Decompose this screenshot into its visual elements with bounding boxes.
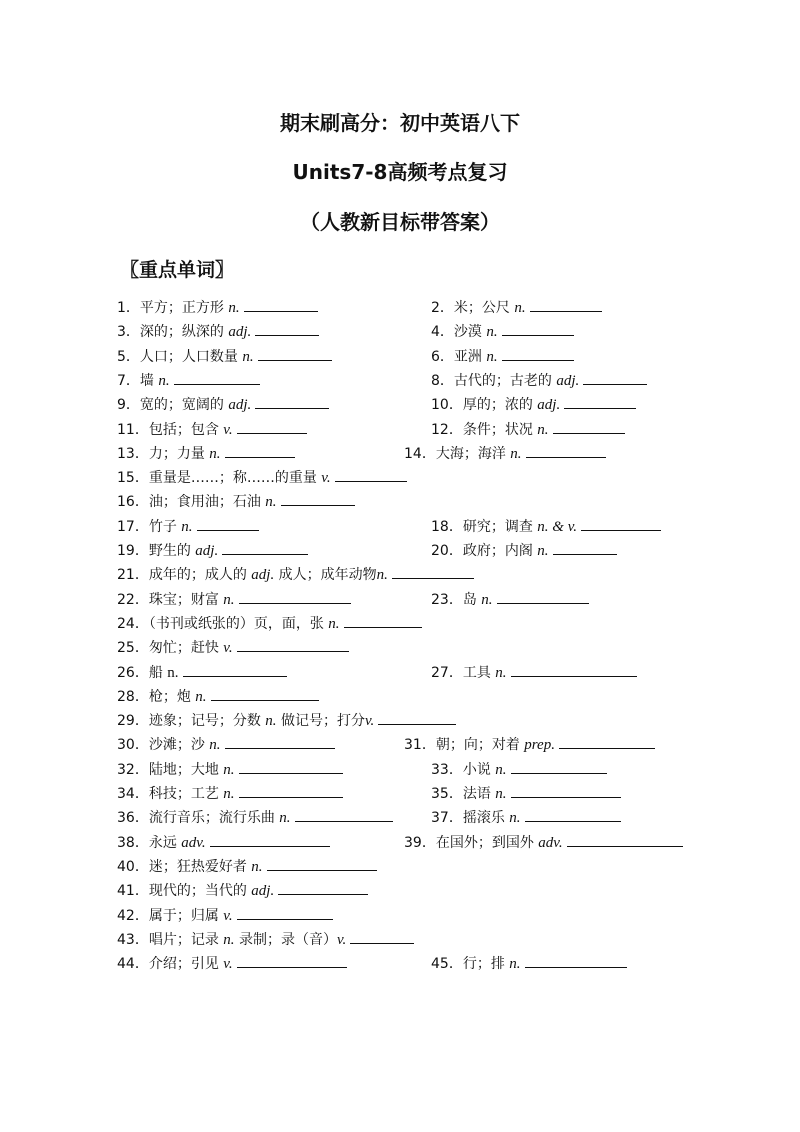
item-number: 45． [431,956,463,973]
chinese-definition: 朝；向；对着 [435,737,520,754]
vocab-row [117,564,697,584]
item-number: 1． [117,300,140,316]
answer-blank[interactable] [502,346,574,361]
part-of-speech: n. [495,786,507,802]
item-number: 9． [117,397,140,414]
item-number: 24． [117,615,149,632]
vocab-item [117,491,355,512]
answer-blank[interactable] [502,321,574,336]
vocab-row [117,297,697,317]
vocab-item [117,613,422,634]
item-number: 15． [117,470,149,487]
vocab-item [117,321,319,342]
answer-blank[interactable] [267,856,377,871]
vocab-item [404,734,655,755]
part-of-speech: n. [486,324,498,341]
vocab-row [117,394,697,414]
vocab-item [117,662,287,683]
item-number: 30． [117,737,149,754]
part-of-speech: adj. [556,372,580,389]
part-of-speech: n. [251,858,263,875]
answer-blank[interactable] [255,321,319,336]
answer-blank[interactable] [567,832,683,847]
vocab-item [117,346,332,367]
part-of-speech: adj. [251,567,275,584]
vocab-item [117,564,474,585]
vocab-row [117,589,697,609]
chinese-definition: 平方；正方形 [139,300,224,316]
vocab-item [431,419,625,440]
vocab-row [117,905,697,925]
vocab-row [117,467,697,487]
part-of-speech: n. [265,494,277,511]
answer-blank[interactable] [237,419,307,434]
part-of-speech: n. [514,300,526,316]
vocab-row [117,540,697,560]
answer-blank[interactable] [278,880,368,895]
vocab-item [117,783,343,804]
chinese-definition: 工具 [462,664,491,681]
chinese-definition: 在国外；到国外 [435,834,534,851]
chinese-definition: 摇滚乐 [462,810,505,827]
vocab-item [404,832,683,853]
vocab-row [117,880,697,900]
answer-blank[interactable] [344,613,422,628]
vocab-item [431,540,617,561]
item-number: 17． [117,518,149,535]
item-number: 29． [117,713,149,730]
answer-blank[interactable] [526,443,606,458]
chinese-definition-secondary: 录制；录（音） [238,931,337,948]
chinese-definition: 竹子 [148,518,177,535]
item-number: 44． [117,956,149,973]
answer-blank[interactable] [525,953,627,968]
part-of-speech: adj. [195,543,219,559]
answer-blank[interactable] [225,443,295,458]
vocab-item [404,443,606,464]
vocab-row [117,953,697,973]
item-number: 26． [117,664,149,681]
vocab-item [117,905,333,926]
chinese-definition: 人口；人口数量 [139,348,238,365]
item-number: 7． [117,372,140,389]
answer-blank[interactable] [244,297,318,312]
item-number: 14． [404,445,436,462]
vocab-item [117,734,335,755]
part-of-speech: v. [321,470,331,487]
answer-blank[interactable] [295,807,393,822]
item-number: 39． [404,834,436,851]
item-number: 35． [431,786,463,802]
item-number: 40． [117,858,149,875]
answer-blank[interactable] [378,710,456,725]
chinese-definition-secondary: 成人；成年动物 [278,567,377,584]
chinese-definition: 迷；狂热爱好者 [148,858,247,875]
document-title: 期末刷高分：初中英语八下 [280,111,520,135]
item-number: 28． [117,688,149,705]
vocab-item [117,394,329,415]
part-of-speech: adv. [538,834,563,851]
part-of-speech: n. [481,591,493,608]
chinese-definition: 法语 [462,786,491,802]
item-number: 5． [117,348,140,365]
vocab-row [117,321,697,341]
item-number: 23． [431,591,463,608]
vocab-item [431,807,621,828]
vocab-item [117,856,377,877]
chinese-definition: 力；力量 [148,445,205,462]
chinese-definition: 永远 [148,834,177,851]
part-of-speech: v. [223,907,233,924]
item-number: 42． [117,907,149,924]
part-of-speech: adj. [251,883,275,900]
chinese-definition: 沙漠 [453,324,482,341]
item-number: 10． [431,397,463,414]
part-of-speech: n. [509,810,521,827]
item-number: 2． [431,300,454,316]
part-of-speech: n. [242,348,254,365]
chinese-definition: 重量是……；称……的重量 [148,470,317,487]
item-number: 38． [117,834,149,851]
vocab-row [117,783,697,803]
vocab-row [117,516,697,536]
chinese-definition: 沙滩；沙 [148,737,205,754]
chinese-definition: 政府；内阁 [462,543,533,559]
item-number: 11． [117,421,149,438]
answer-blank[interactable] [174,370,260,385]
part-of-speech: n. [495,761,507,778]
answer-blank[interactable] [255,394,329,409]
vocab-item [431,321,574,342]
part-of-speech: n. [328,615,340,632]
chinese-definition: 宽的；宽阔的 [139,397,224,414]
part-of-speech: n. [181,518,193,535]
answer-blank[interactable] [564,394,636,409]
chinese-definition: 墙 [139,372,154,389]
answer-blank[interactable] [335,467,407,482]
chinese-definition: 介绍；引见 [148,956,219,973]
item-number: 13． [117,445,149,462]
vocab-row [117,734,697,754]
answer-blank[interactable] [553,419,625,434]
vocab-row [117,929,697,949]
vocab-item [431,346,574,367]
item-number: 41． [117,883,149,900]
chinese-definition: 米；公尺 [453,300,510,316]
vocab-item [117,516,259,537]
answer-blank[interactable] [350,929,414,944]
vocab-row [117,759,697,779]
section-heading-key-words: 〖重点单词〗 [120,259,235,281]
vocab-item [117,953,347,974]
vocab-item [117,637,349,658]
vocab-item [117,370,260,391]
vocab-item [117,832,330,853]
part-of-speech: n. [486,348,498,365]
chinese-definition: 包括；包含 [148,421,219,438]
item-number: 12． [431,421,463,438]
part-of-speech: adj. [228,324,252,341]
vocab-item [117,807,393,828]
vocab-row [117,443,697,463]
vocab-item [117,419,307,440]
chinese-definition: 属于；归属 [148,907,219,924]
answer-blank[interactable] [581,516,661,531]
chinese-definition-secondary: 做记号；打分 [280,713,365,730]
vocab-row [117,346,697,366]
answer-blank[interactable] [392,564,474,579]
part-of-speech: adv. [181,834,206,851]
vocab-item [431,297,602,318]
answer-blank[interactable] [511,759,607,774]
vocab-row [117,856,697,876]
vocab-item [117,686,319,707]
item-number: 3． [117,324,140,341]
chinese-definition: 条件；状况 [462,421,533,438]
part-of-speech: n. [195,688,207,705]
vocab-item [431,394,636,415]
part-of-speech: n. [209,445,221,462]
vocab-row [117,710,697,730]
part-of-speech: n. [537,421,549,438]
item-number: 8． [431,372,454,389]
answer-blank[interactable] [225,734,335,749]
chinese-definition: 深的；纵深的 [139,324,224,341]
item-number: 6． [431,348,454,365]
vocab-row [117,419,697,439]
chinese-definition: 陆地；大地 [148,761,219,778]
answer-blank[interactable] [511,662,637,677]
item-number: 43． [117,931,149,948]
vocab-row [117,613,697,633]
vocab-item [117,880,368,901]
answer-blank[interactable] [530,297,602,312]
part-of-speech: n. [376,567,388,584]
vocab-row [117,832,697,852]
part-of-speech: v. [223,421,233,438]
item-number: 16． [117,494,149,511]
chinese-definition: 迹象；记号；分数 [148,713,261,730]
chinese-definition: 研究；调查 [462,518,533,535]
item-number: 19． [117,543,149,559]
answer-blank[interactable] [559,734,655,749]
chinese-definition: 珠宝；财富 [148,591,219,608]
part-of-speech: n. [167,664,179,681]
vocab-item [117,589,351,610]
vocab-item [117,929,414,950]
part-of-speech: prep. [524,737,555,754]
chinese-definition: 唱片；记录 [148,931,219,948]
chinese-definition: 亚洲 [453,348,482,365]
answer-blank[interactable] [237,905,333,920]
chinese-definition: 枪；炮 [148,688,191,705]
vocab-item [117,540,308,561]
part-of-speech: n. [223,786,235,802]
part-of-speech: n. & v. [537,518,577,535]
answer-blank[interactable] [511,783,621,798]
item-number: 25． [117,640,149,657]
part-of-speech: v. [364,713,375,730]
item-number: 18． [431,518,463,535]
vocab-item [431,516,661,537]
answer-blank[interactable] [497,589,589,604]
part-of-speech: n. [510,445,522,462]
vocab-item [431,953,627,974]
document-subtitle: Units7-8高频考点复习 [292,160,508,184]
answer-blank[interactable] [281,491,355,506]
answer-blank[interactable] [258,346,332,361]
item-number: 27． [431,664,463,681]
vocab-item [431,759,607,780]
item-number: 34． [117,786,149,802]
part-of-speech: n. [223,931,235,948]
part-of-speech: adj. [228,397,252,414]
answer-blank[interactable] [197,516,259,531]
answer-blank[interactable] [525,807,621,822]
item-number: 33． [431,761,463,778]
chinese-definition: （书刊或纸张的）页，面，张 [148,615,324,632]
chinese-definition: 野生的 [148,543,191,559]
vocab-item [117,710,456,731]
chinese-definition: 成年的；成人的 [148,567,247,584]
vocab-row [117,686,697,706]
chinese-definition: 现代的；当代的 [148,883,247,900]
part-of-speech: n. [537,543,549,559]
part-of-speech: n. [158,372,170,389]
answer-blank[interactable] [239,783,343,798]
part-of-speech: n. [228,300,240,316]
answer-blank[interactable] [239,759,343,774]
answer-blank[interactable] [183,662,287,677]
document-edition-note: （人教新目标带答案） [300,210,500,234]
vocab-row [117,662,697,682]
answer-blank[interactable] [553,540,617,555]
item-number: 32． [117,761,149,778]
answer-blank[interactable] [583,370,647,385]
vocab-item [117,443,295,464]
chinese-definition: 流行音乐；流行乐曲 [148,810,275,827]
vocab-row [117,491,697,511]
item-number: 21． [117,567,149,584]
chinese-definition: 小说 [462,761,491,778]
part-of-speech: n. [509,956,521,973]
item-number: 4． [431,324,454,341]
vocab-item [117,759,343,780]
vocab-item [117,467,407,488]
chinese-definition: 行；排 [462,956,505,973]
part-of-speech: n. [209,737,221,754]
item-number: 37． [431,810,463,827]
chinese-definition: 古代的；古老的 [453,372,552,389]
answer-blank[interactable] [237,953,347,968]
vocab-item [431,370,647,391]
chinese-definition: 科技；工艺 [148,786,219,802]
part-of-speech: n. [223,761,235,778]
answer-blank[interactable] [239,589,351,604]
part-of-speech: n. [265,713,277,730]
chinese-definition: 匆忙；赶快 [148,640,219,657]
chinese-definition: 大海；海洋 [435,445,506,462]
answer-blank[interactable] [211,686,319,701]
part-of-speech: n. [223,591,235,608]
answer-blank[interactable] [222,540,308,555]
vocab-item [431,783,621,804]
vocab-item [117,297,318,318]
part-of-speech: n. [279,810,291,827]
chinese-definition: 油；食用油；石油 [148,494,261,511]
chinese-definition: 船 [148,664,163,681]
part-of-speech: v. [336,931,347,948]
item-number: 31． [404,737,436,754]
vocab-row [117,807,697,827]
vocab-row [117,637,697,657]
vocab-row [117,370,697,390]
vocab-item [431,589,589,610]
part-of-speech: n. [495,664,507,681]
vocab-item [431,662,637,683]
part-of-speech: v. [223,956,233,973]
chinese-definition: 厚的；浓的 [462,397,533,414]
answer-blank[interactable] [237,637,349,652]
answer-blank[interactable] [210,832,330,847]
item-number: 22． [117,591,149,608]
part-of-speech: adj. [537,397,561,414]
item-number: 36． [117,810,149,827]
item-number: 20． [431,543,463,559]
part-of-speech: v. [223,640,233,657]
chinese-definition: 岛 [462,591,477,608]
